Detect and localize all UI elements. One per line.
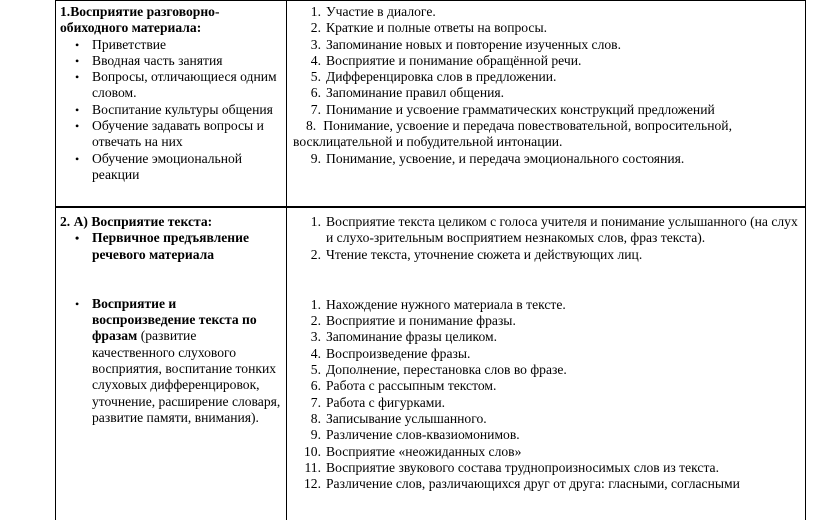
bullet-item: • Вводная часть занятия [60, 53, 282, 69]
list-item [293, 378, 803, 394]
bullet-bold-text: Восприятие и воспроизведение текста по фразам [92, 295, 257, 344]
list-item [293, 85, 803, 101]
bullet-item: • Приветствие [60, 37, 282, 53]
item-number: 2. [310, 313, 321, 329]
item-number: 8. [306, 118, 317, 134]
item-text: Запоминание новых и повторение изученных слов. [326, 36, 621, 52]
bullet-item: • Воспитание культуры общения [60, 102, 282, 118]
table-top-border [55, 0, 806, 1]
list-item [293, 102, 803, 118]
item-text: Дифференцировка слов в предложении. [326, 69, 557, 85]
row2-right-cell [293, 214, 803, 492]
item-text: Запоминание фразы целиком. [326, 329, 498, 345]
spacer [60, 263, 282, 296]
item-text: Понимание, усвоение и передача повествовательной, вопросительной, восклицательной и побудительной интонации. [293, 118, 732, 150]
item-text: Дополнение, перестановка слов во фразе. [326, 362, 567, 378]
item-text: Восприятие «неожиданных слов» [326, 443, 522, 459]
item-text: Записывание услышанного. [326, 410, 487, 426]
item-number: 2. [310, 20, 321, 36]
list-item [293, 411, 803, 427]
bullet-item: • Обучение задавать вопросы и отвечать на них [60, 118, 282, 151]
list-item [293, 4, 803, 20]
bullet-item: • Обучение эмоциональной реакции [60, 151, 282, 184]
row1-numbered-list [293, 4, 803, 167]
row2-heading: 2. А) Восприятие текста: [60, 214, 213, 229]
item-number: 6. [310, 85, 321, 101]
item-number: 1. [310, 4, 321, 19]
list-item [293, 313, 803, 329]
item-text: Запоминание правил общения. [326, 85, 505, 101]
list-item [293, 297, 803, 313]
item-number: 9. [310, 150, 321, 166]
row1-bullet-list [60, 37, 282, 184]
item-number: 12. [304, 476, 321, 492]
row1-right-cell [293, 4, 803, 167]
row-divider [55, 206, 806, 208]
item-number: 5. [310, 362, 321, 378]
row2-bullet-item: • Первичное предъявление речевого материала [60, 230, 282, 263]
item-number: 4. [310, 345, 321, 361]
item-text: Чтение текста, уточнение сюжета и действующих лиц. [326, 246, 643, 262]
item-number: 6. [310, 378, 321, 394]
item-number: 5. [310, 69, 321, 85]
item-number: 10. [304, 443, 321, 459]
list-item [293, 20, 803, 36]
list-item [293, 53, 803, 69]
item-text: Нахождение нужного материала в тексте. [326, 296, 566, 312]
content-table [55, 0, 806, 520]
item-text: Восприятие текста целиком с голоса учителя и понимание услышанного (на слух и слухо-зрительным восприятием незнакомых слов, фраз текста). [326, 214, 798, 246]
item-text: Различение слов-квазиомонимов. [326, 427, 520, 443]
row1-heading: 1.Восприятие разговорно-обиходного материала: [60, 4, 220, 36]
item-number: 9. [310, 427, 321, 443]
column-divider [286, 0, 287, 520]
list-item [293, 118, 803, 151]
row1-left-cell [60, 4, 282, 183]
table-left-border [55, 0, 56, 520]
list-item [293, 427, 803, 443]
list-item [293, 444, 803, 460]
list-item [293, 151, 803, 167]
list-item [293, 395, 803, 411]
item-text: Работа с фигурками. [326, 394, 446, 410]
item-number: 1. [310, 214, 321, 229]
list-item [293, 460, 803, 476]
item-text: Восприятие и понимание обращённой речи. [326, 52, 582, 68]
bullet-item: • Вопросы, отличающиеся одним словом. [60, 69, 282, 102]
row2-left-cell [60, 214, 282, 426]
row2-numbered-list-a [293, 214, 803, 263]
list-item [293, 476, 803, 492]
item-text: Различение слов, различающихся друг от друга: гласными, согласными [326, 476, 740, 492]
row2-numbered-list-b [293, 297, 803, 493]
row2-bullet-list [60, 230, 282, 263]
list-item [293, 362, 803, 378]
item-number: 1. [310, 296, 321, 312]
item-number: 7. [310, 101, 321, 117]
item-number: 8. [310, 410, 321, 426]
item-number: 11. [304, 459, 321, 475]
item-text: Работа с рассыпным текстом. [326, 378, 497, 394]
item-text: Участие в диалоге. [326, 4, 436, 19]
item-number: 3. [310, 36, 321, 52]
list-item [293, 247, 803, 263]
item-number: 3. [310, 329, 321, 345]
list-item [293, 69, 803, 85]
item-number: 7. [310, 394, 321, 410]
list-item [293, 37, 803, 53]
list-item [293, 329, 803, 345]
item-text: Восприятие и понимание фразы. [326, 313, 516, 329]
item-text: Краткие и полные ответы на вопросы. [326, 20, 547, 36]
item-number: 2. [310, 246, 321, 262]
bullet-rest-text: (развитие качественного слухового восприятия, воспитание тонких слуховых дифференцировок, уточнение, расширение словаря, развитие памяти, внимания). [92, 328, 281, 425]
row2-bullet-item [60, 296, 282, 426]
item-text: Воспроизведение фразы. [326, 345, 471, 361]
list-item [293, 214, 803, 247]
row2-bullet-list-2 [60, 296, 282, 426]
item-text: Понимание, усвоение, и передача эмоционального состояния. [326, 150, 685, 166]
table-right-border [805, 0, 806, 520]
list-item [293, 346, 803, 362]
item-text: Понимание и усвоение грамматических конструкций предложений [326, 101, 715, 117]
item-number: 4. [310, 52, 321, 68]
item-text: Восприятие звукового состава труднопроизносимых слов из текста. [326, 459, 719, 475]
spacer [293, 263, 803, 297]
